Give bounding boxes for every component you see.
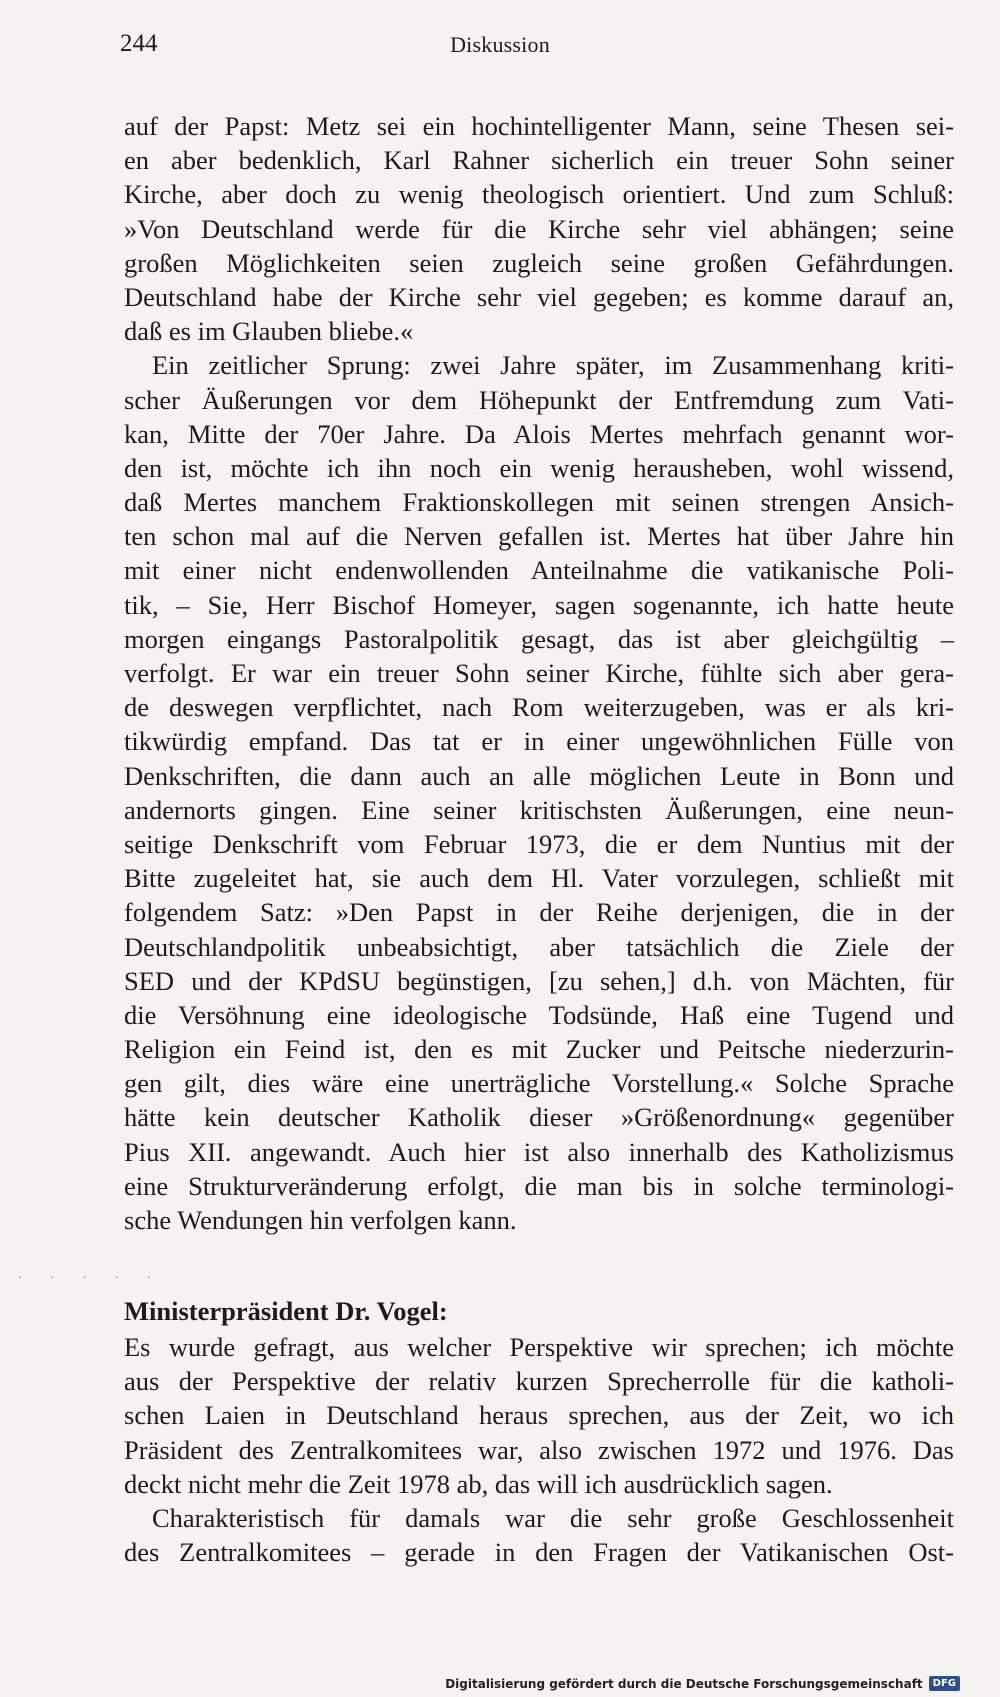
running-title: Diskussion bbox=[450, 32, 550, 57]
text-line: daß es im Glauben bliebe.« bbox=[124, 316, 414, 347]
text-line: des Zentralkomitees – gerade in den Fragen der Vatikanischen Ost- bbox=[124, 1537, 954, 1568]
page-number: 244 bbox=[120, 30, 158, 57]
text-line: scher Äußerungen vor dem Höhepunkt der Entfremdung zum Vati- bbox=[124, 384, 954, 415]
text-line: andernorts gingen. Eine seiner kritischsten Äußerungen, eine neun- bbox=[124, 794, 954, 825]
text-line: ten schon mal auf die Nerven gefallen ist. Mertes hat über Jahre hin bbox=[124, 521, 954, 552]
text-line: schen Laien in Deutschland heraus sprechen, aus der Zeit, wo ich bbox=[124, 1400, 954, 1431]
text-line: tikwürdig empfand. Das tat er in einer ungewöhnlichen Fülle von bbox=[124, 726, 954, 757]
text-line: gen gilt, dies wäre eine unerträgliche Vorstellung.« Solche Sprache bbox=[124, 1068, 954, 1099]
text-line: Präsident des Zentralkomitees war, also zwischen 1972 und 1976. Das bbox=[124, 1434, 954, 1465]
text-line: sche Wendungen hin verfolgen kann. bbox=[124, 1205, 517, 1235]
text-line: verfolgt. Er war ein treuer Sohn seiner Kirche, fühlte sich aber gera- bbox=[124, 658, 954, 688]
paragraph-4 bbox=[124, 1501, 954, 1569]
text-line: morgen eingangs Pastoralpolitik gesagt, das ist aber gleichgültig – bbox=[124, 623, 954, 654]
text-line: deckt nicht mehr die Zeit 1978 ab, das will ich ausdrücklich sagen. bbox=[124, 1468, 833, 1499]
scan-margin-dots: · · · · · bbox=[18, 1271, 164, 1286]
text-line: Deutschlandpolitik unbeabsichtigt, aber tatsächlich die Ziele der bbox=[124, 931, 954, 962]
paragraph-1 bbox=[124, 109, 954, 348]
text-line: auf der Papst: Metz sei ein hochintelligenter Mann, seine Thesen sei- bbox=[124, 111, 954, 141]
footer-text: Digitalisierung gefördert durch die Deutsche Forschungsgemeinschaft bbox=[445, 1676, 923, 1691]
text-line: Denkschriften, die dann auch an alle möglichen Leute in Bonn und bbox=[124, 760, 954, 791]
text-line: Deutschland habe der Kirche sehr viel gegeben; es komme darauf an, bbox=[124, 281, 954, 312]
paragraph-3 bbox=[124, 1330, 954, 1501]
text-line: den ist, möchte ich ihn noch ein wenig herausheben, wohl wissend, bbox=[124, 452, 954, 483]
text-line: die Versöhnung eine ideologische Todsünde, Haß eine Tugend und bbox=[124, 999, 954, 1030]
main-text-block bbox=[124, 109, 954, 1237]
text-line: aus der Perspektive der relativ kurzen Sprecherrolle für die katholi- bbox=[124, 1366, 954, 1397]
text-line: en aber bedenklich, Karl Rahner sicherlich ein treuer Sohn seiner bbox=[124, 145, 954, 176]
text-line: »Von Deutschland werde für die Kirche sehr viel abhängen; seine bbox=[124, 213, 954, 244]
text-line: kan, Mitte der 70er Jahre. Da Alois Mertes mehrfach genannt wor- bbox=[124, 418, 954, 449]
text-line: großen Möglichkeiten seien zugleich seine großen Gefährdungen. bbox=[124, 247, 954, 278]
text-line: folgendem Satz: »Den Papst in der Reihe derjenigen, die in der bbox=[124, 897, 954, 928]
paragraph-2 bbox=[124, 348, 954, 1237]
text-line: de deswegen verpflichtet, nach Rom weiterzugeben, was er als kri- bbox=[124, 692, 954, 723]
text-line: hätte kein deutscher Katholik dieser »Größenordnung« gegenüber bbox=[124, 1102, 954, 1133]
text-line: seitige Denkschrift vom Februar 1973, die er dem Nuntius mit der bbox=[124, 828, 954, 859]
speaker-text-block bbox=[124, 1330, 954, 1569]
text-line: Kirche, aber doch zu wenig theologisch orientiert. Und zum Schluß: bbox=[124, 179, 954, 210]
text-line: tik, – Sie, Herr Bischof Homeyer, sagen sogenannte, ich hatte heute bbox=[124, 589, 954, 620]
text-line: Bitte zugeleitet hat, sie auch dem Hl. Vater vorzulegen, schließt mit bbox=[124, 863, 954, 894]
text-line: eine Strukturveränderung erfolgt, die man bis in solche terminologi- bbox=[124, 1170, 954, 1201]
speaker-heading: Ministerpräsident Dr. Vogel: bbox=[124, 1296, 448, 1326]
text-line: Ein zeitlicher Sprung: zwei Jahre später, im Zusammenhang kriti- bbox=[152, 350, 954, 381]
text-line: daß Mertes manchem Fraktionskollegen mit seinen strengen Ansich- bbox=[124, 487, 954, 518]
digitization-footer bbox=[445, 1676, 960, 1691]
dfg-logo-icon: DFG bbox=[929, 1676, 960, 1691]
text-line: mit einer nicht endenwollenden Anteilnahme die vatikanische Poli- bbox=[124, 555, 954, 586]
text-line: Pius XII. angewandt. Auch hier ist also innerhalb des Katholizismus bbox=[124, 1136, 954, 1167]
text-line: SED und der KPdSU begünstigen, [zu sehen,] d.h. von Mächten, für bbox=[124, 965, 954, 996]
text-line: Charakteristisch für damals war die sehr große Geschlossenheit bbox=[152, 1502, 954, 1533]
text-line: Religion ein Feind ist, den es mit Zucker und Peitsche niederzurin- bbox=[124, 1034, 954, 1065]
text-line: Es wurde gefragt, aus welcher Perspektive wir sprechen; ich möchte bbox=[124, 1332, 954, 1362]
